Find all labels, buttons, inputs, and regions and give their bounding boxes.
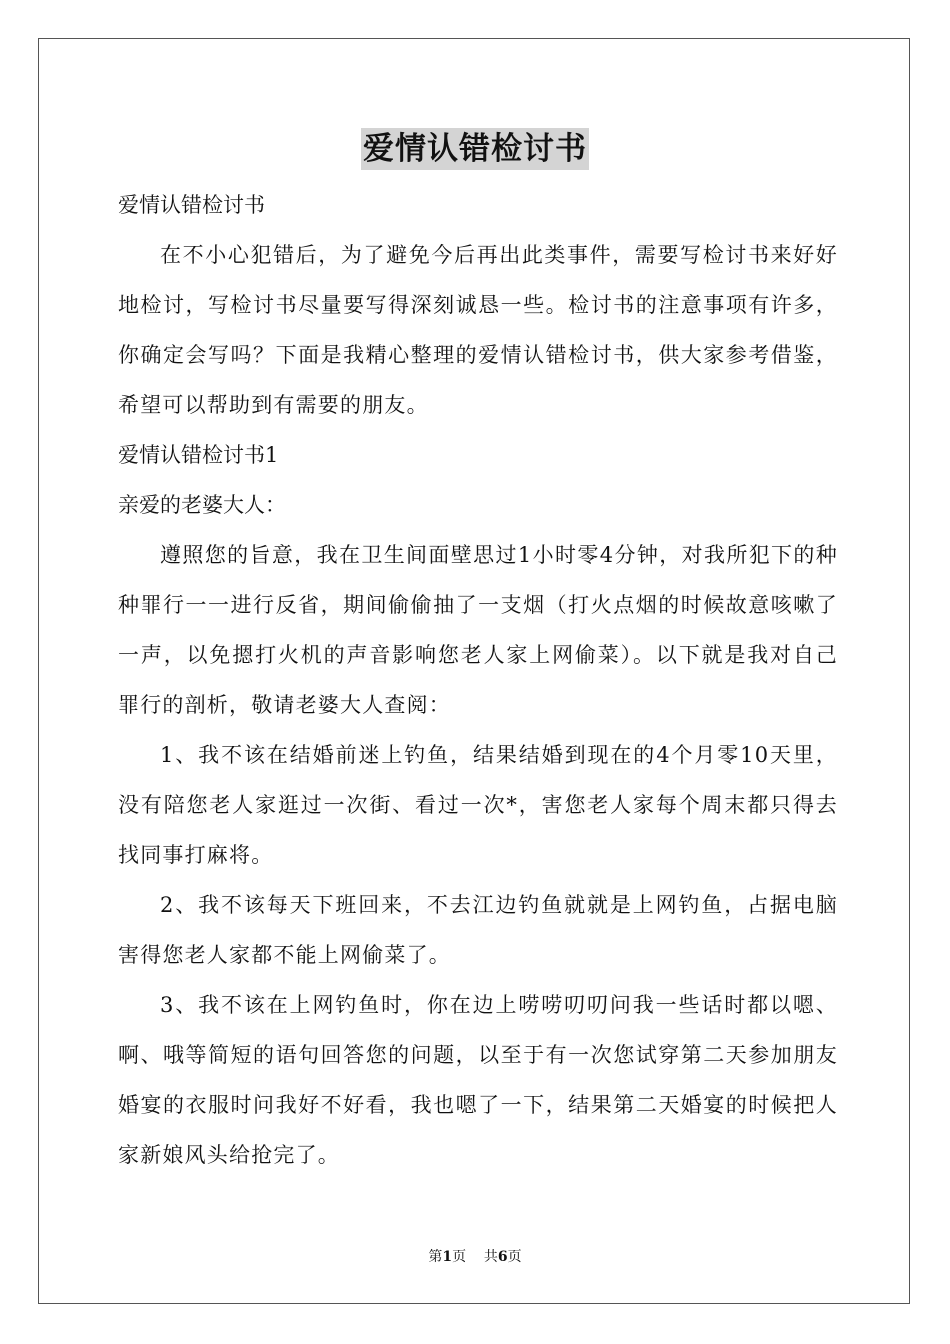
body-paragraph: 1、我不该在结婚前迷上钓鱼，结果结婚到现在的4个月零10天里，没有陪您老人家逛过一次街、看过一次*，害您老人家每个周末都只得去找同事打麻将。 [118,743,838,867]
page-total: 6 [497,1249,508,1265]
page-current: 1 [442,1249,453,1265]
section-heading: 爱情认错检讨书1 [118,443,279,467]
body-paragraph: 遵照您的旨意，我在卫生间面壁思过1小时零4分钟，对我所犯下的种种罪行一一进行反省，期间偷偷抽了一支烟（打火点烟的时候故意咳嗽了一声，以免摁打火机的声音影响您老人家上网偷菜）。以下就是我对自己罪行的剖析，敬请老婆大人查阅： [118,543,838,717]
total-suffix: 页 [507,1249,522,1265]
page-footer [0,1246,950,1266]
body-paragraph: 2、我不该每天下班回来，不去江边钓鱼就就是上网钓鱼，占据电脑害得您老人家都不能上网偷菜了。 [118,893,838,967]
intro-paragraph: 在不小心犯错后，为了避免今后再出此类事件，需要写检讨书来好好地检讨，写检讨书尽量要写得深刻诚恳一些。检讨书的注意事项有许多，你确定会写吗？下面是我精心整理的爱情认错检讨书，供大家参考借鉴，希望可以帮助到有需要的朋友。 [118,243,838,417]
total-prefix: 共 [483,1249,498,1265]
body-paragraph: 3、我不该在上网钓鱼时，你在边上唠唠叨叨问我一些话时都以嗯、啊、哦等简短的语句回答您的问题，以至于有一次您试穿第二天参加朋友婚宴的衣服时问我好不好看，我也嗯了一下，结果第二天婚宴的时候把人家新娘风头给抢完了。 [118,993,838,1167]
document-subtitle: 爱情认错检讨书 [118,193,265,217]
page-suffix: 页 [452,1249,467,1265]
salutation: 亲爱的老婆大人： [118,493,286,517]
page-prefix: 第 [428,1249,443,1265]
title-container [0,128,950,170]
document-body [118,180,838,1180]
document-title: 爱情认错检讨书 [361,128,589,170]
